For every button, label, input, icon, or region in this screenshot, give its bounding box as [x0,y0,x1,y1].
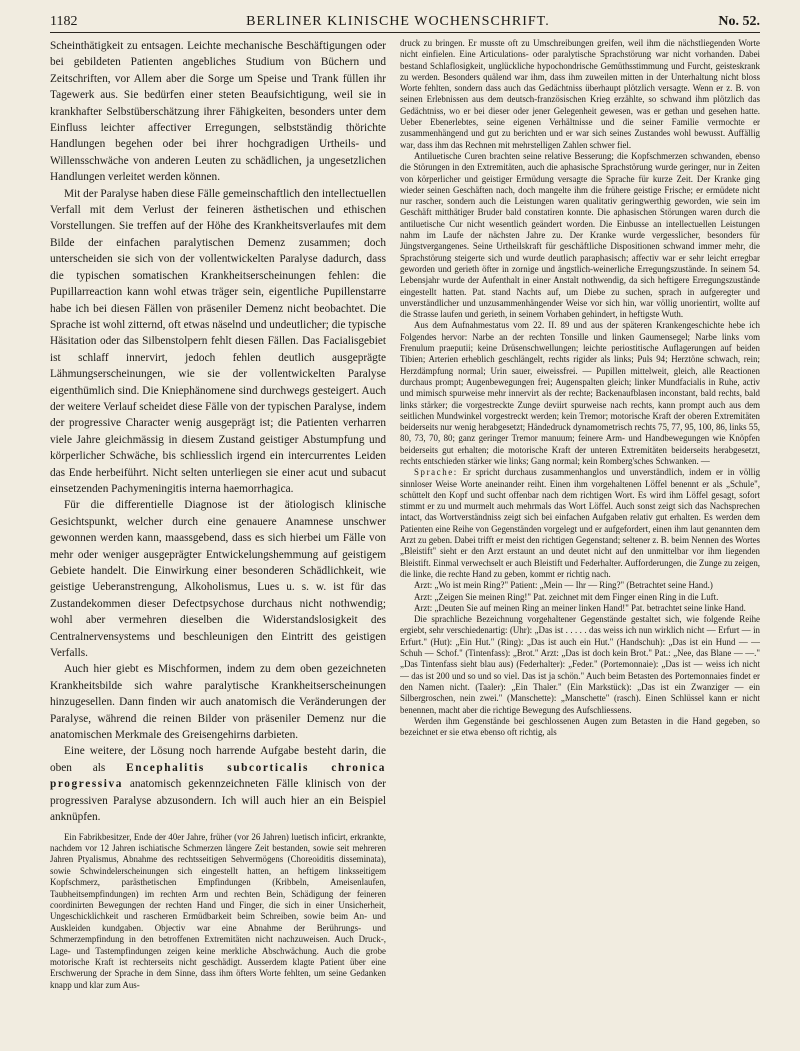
paragraph: druck zu bringen. Er musste oft zu Umschreibungen greifen, weil ihm die nächstliegenden Worte nicht einfielen. Eine Articulations- oder paralytische Sprachstörung war nicht vorhanden. Dabei bestand Schlaflosigkeit, unglückliche hypochondrische Gemüthsstimmung und Furcht, geisteskrank zu werden. Besonders quälend war ihm, dass ihm zuweilen mitten in der Unterhaltung nicht bloss Worte fehlten, sondern dass auch das Gedächtniss überhaupt plötzlich versagte. Wenn er z. B. von seinen Erlebnissen aus dem deutsch-französischen Krieg erzählte, so schwand ihm plötzlich das Gedächtniss, wo er bei dieser oder jener Gelegenheit gewesen, was er gethan und gesehen hatte. Ueber Ebenerlebtes, seine eigenen Verhältnisse und die seiner Familie vermochte er zusammenhängend und gut zu berichten und er war sich seines Zustandes wohl bewusst. Auffällig war, dass ihm das Rechnen mit mehrstelligen Zahlen schwer fiel. [400,38,760,150]
issue-number: No. 52. [718,14,760,29]
paragraph: Antiluetische Curen brachten seine relative Besserung; die Kopfschmerzen schwanden, ebenso die Störungen in den Extremitäten, auch die aphasische Sprachstörung wurde geringer, nur in Zeiten von körperlicher und geistiger Ermüdung versagte die Sprache für kurze Zeit. Der Kranke ging wieder seinen Geschäften nach, doch mangelte ihm die frühere geistige Frische; er ermüdete nicht nur rascher, sondern auch die Leistungen waren qualitativ geringwerthig geworden, wie sein im Geschäft mitthätiger Bruder bald constatiren konnte. Die aphasischen Störungen waren durch die antiluetische Cur nicht wesentlich geändert worden. Die Einbusse an intellectuellen Leistungen nahm im Laufe der nächsten Jahre zu. Der Kranke wurde vergesslicher, besonders für Jüngstvergangenes. Seine Urtheilskraft für geschäftliche Dispositionen schwand immer mehr, die Sprachstörung steigerte sich und wurde deutlich paraphasisch; affectiv war er sehr leicht erregbar geworden und gerieth öfter in zornige und ängstlich-weinerliche Erregungszustände. In seinem 54. Lebensjahr wurde der Aufenthalt in einer Anstalt nothwendig, da sich heftigere Erregungszustände eingestellt hatten. Pat. stand Nachts auf, um Diebe zu suchen, sprach in aufgeregter und unverständlicher und unzusammenhängender Weise vor sich hin, war völlig unorientirt, wollte auf die Strasse laufen und gerieth, in seinem Vorhaben gehindert, in heftigste Wuth. [400,150,760,320]
paragraph: Mit der Paralyse haben diese Fälle gemeinschaftlich den intellectuellen Verfall mit dem Verlust der feineren ästhetischen und ethischen Vorstellungen. Sie treffen auf der Höhe des Krankheitsverlaufes mit dem Bilde der einfachen paralytischen Demenz zusammen; doch unterscheiden sie sich von der vollentwickelten Paralyse dadurch, dass die typischen somatischen Krankheitserscheinungen fehlen: die Pupillarreaction kann wohl etwas träger sein, eigentliche Pupillenstarre habe ich bei diesen Fällen von präseniler Demenz nicht beobachtet. Die Sprache ist wohl zitternd, oft etwas näselnd und undeutlicher; die typische Häsitation oder das Silbenstolpern fehlt diesen Fällen. Das Facialisgebiet ist schlaff innervirt, jedoch fehlen deutlich ausgeprägte Lähmungserscheinungen, wie sie der vollentwickelten Paralyse eigenthümlich sind. Die Kniephänomene sind durchwegs gesteigert. Auch der weitere Verlauf scheidet diese Fälle von der typischen Paralyse, indem der progressive Character wenig ausgeprägt ist; die Patienten verharren viele Jahre gleichmässig in diesem Zustand geistiger Abstumpfung und körperlicher Schwäche, bis schliesslich irgend ein intercurrentes Leiden das Ende herbeiführt. Nicht selten unterliegen sie einer acut und subacut einsetzenden Pachymeningitis interna haemorrhagica. [50,187,386,495]
left-column [50,38,386,1023]
dialogue-line: Arzt: „Zeigen Sie meinen Ring!" Pat. zeichnet mit dem Finger einen Ring in die Luft. [414,591,719,602]
dialogue-line: Arzt: „Deuten Sie auf meinen Ring an meiner linken Hand!" Pat. betrachtet seine linke Hand. [414,602,746,613]
paragraph-text: anatomisch gekennzeichneten Fälle klinisch von der progressiven Paralyse abzusondern. Ich will auch hier an ein Beispiel anknüpfen. [50,778,386,824]
paragraph: Auch hier giebt es Mischformen, indem zu dem oben gezeichneten Krankheitsbilde sich wahre paralytische Krankheitserscheinungen hinzugesellen. Dann finden wir auch anatomisch die Veränderungen der Paralyse, während die reinen Bilder von präseniler Demenz nur die anatomischen Merkmale des Greisengehirns darbieten. [50,663,386,742]
paragraph-text: Eine weitere, der Lösung noch harrende Aufgabe besteht darin, die oben als [50,745,386,774]
paragraph: Die sprachliche Bezeichnung vorgehaltener Gegenstände gestaltet sich, wie folgende Reihe ergiebt, sehr verschiedenartig: (Uhr): „Das ist . . . . . das weiss ich nun wirklich nicht — Erfurt — in Erfurt." (Hut): „Ein Hut." (Ring): „Das ist auch ein Hut." (Handschuh): „Das ist ein Hund — — Schuh — Schof." (Tintenfass): „Brot." Arzt: „Das ist doch kein Brot." Pat.: „Nee, das Blane — —." „Das Tintenfass sieht blau aus) (Federhalter): „Feder." (Portemonnaie): „Das ist — weiss ich nicht — das ist 200 und so und so viel. Das ist ja schön." Auch beim Betasten des Portemonnaies findet er den Namen nicht. (Taaler): „Ein Thaler." (Ein Markstück): „Das ist ein Zwanziger — ein Silbergroschen, nein zwei." (Manschette): „Manschette" (rasch). Einen Schlüssel kann er nicht benennen, macht aber die richtige Bewegung des Aufschliessens. [400,614,760,715]
disease-term: Encephalitis subcorticalis chronica progressiva [50,761,386,791]
paragraph [400,467,760,580]
paragraph: Für die differentielle Diagnose ist der ätiologisch klinische Gesichtspunkt, welcher durch eine genauere Anamnese unschwer gewonnen werden kann, maassgebend, dass es sich hierbei um Fälle von mehr oder weniger ausgeprägter Entwickelungshemmung auf geistigem Gebiete handelt. Die Einwirkung einer besonderen Schädlichkeit, wie geistige Ueberanstrengung, Alkoholismus, Lues u. s. w. ist für das Zustandekommen dieser Defectpsychose durchaus nicht nothwendig; wohl aber vermehren dieselben die Widerstandslosigkeit des Centralnervensystems und beschleunigen den Eintritt des geistigen Verfalls. [50,499,386,660]
text-columns [50,38,760,1023]
paragraph: Scheinthätigkeit zu entsagen. Leichte mechanische Beschäftigungen oder bei gebildeten Patienten angebliches Studium von Büchern und Zeitschriften, vor Allem aber die Sorge um Speise und Trank füllen ihr Tagewerk aus. Sie bedürfen einer steten Beaufsichtigung, weil sie in krankhafter Selbstüberschätzung ihrer Fähigkeiten, besonders unter dem Einfluss leichter affectiver Erregungen, selbstständig thörichte Handlungen begehen oder bei ihrer hochgradigen Urtheils- und Willensschwäche von anderen Leuten zu schädlichen, ja ungesetzlichen Handlungen verleitet werden können. [50,40,386,184]
paragraph: Aus dem Aufnahmestatus vom 22. II. 89 und aus der späteren Krankengeschichte hebe ich Folgendes hervor: Narbe an der rechten Tonsille und linken Gaumensegel; Narbe links vom Frenulum praeputii; keine Drüsenschwellungen; leichte periostitische Auflagerungen auf beiden Tibien; Arterien erheblich geschlängelt, rechts rigider als links; Puls 94; Herztöne schwach, rein; Herzdämpfung normal; Urin sauer, eiweissfrei. — Pupillen mittelweit, gleich, alle Reactionen durchaus prompt; Augenbewegungen frei; Augenspalten gleich; linker Mundfacialis in Ruhe, activ und mimisch spurweise mehr innervirt als der rechte; Backenaufblasen inconstant, bald rechts, bald links stärker; die vorgestreckte Zunge deviirt spurweise nach rechts, kann prompt auch aus dem seitlichen Mundwinkel vorgestreckt werden; kein Tremor; motorische Kraft der oberen Extremitäten beiderseits nur wenig herabgesetzt; Händedruck dynamometrisch rechts 75, 77, 95, 100, 86, links 55, 80, 73, 70, 80; ganz geringer Tremor manuum; feinere Arm- und Handbewegungen wie Knöpfen beiderseits gut erhalten; die motorische Kraft der unteren Extremitäten beiderseits herabgesetzt, rechts entschieden stärker wie links; Gang normal; kein Romberg'sches Schwanken. — [400,320,760,466]
case-report: Ein Fabrikbesitzer, Ende der 40er Jahre, früher (vor 26 Jahren) luetisch inficirt, erkrankte, nachdem vor 12 Jahren ischiatische Schmerzen längere Zeit bestanden, sowie seit mehreren Jahren Ptyalismus, Abnahme des rechtsseitigen Sehvermögens (Choreoiditis disseminata), sowie Schwindelerscheinungen sich eingestellt hatten, an heftigem linksseitigem Kopfschmerz, parästhetischen Empfindungen (Kribbeln, Ameisenlaufen, Taubheitsempfindungen) im rechten Arm und rechten Bein, Schädigung der feineren coordinirten Bewegungen der rechten Hand und Finger, die sich in einer Unsicherheit, Ungeschicklichkeit und rascheren Ermüdbarkeit beim Schreiben, sowie beim An- und Auskleiden kundgaben. Objectiv war eine Abnahme der Berührungs- und Schmerzempfindung in den betroffenen Extremitäten nicht nachzuweisen. Auch Druck-, Lage- und Tastempfindungen zeigen keine merkliche Abschwächung. Auch die grobe motorische Kraft ist rechterseits nicht geschädigt. Ausserdem klagte Patient über eine Erschwerung der Sprache in dem Sinne, dass ihm öfters Worte fehlten, um seine Gedanken knapp und klar zum Aus- [50,831,386,990]
dialogue-line: Arzt: „Wo ist mein Ring?" Patient: „Mein — Ihr — Ring?" (Betrachtet seine Hand.) [414,580,713,591]
journal-title: BERLINER KLINISCHE WOCHENSCHRIFT. [246,14,550,29]
page-header [50,14,760,33]
paragraph: Werden ihm Gegenstände bei geschlossenen Augen zum Betasten in die Hand gegeben, so bezeichnet er sie etwa ebenso oft richtig, als [400,715,760,738]
section-label: Sprache: [414,467,458,478]
right-column [400,38,760,1023]
paragraph [50,743,386,825]
page-number: 1182 [50,14,78,29]
paragraph-text: Er spricht durchaus zusammenhanglos und unverständlich, indem er in völlig sinnloser Weise Worte aneinander reiht. Einen ihm vorgehaltenen Löffel benennt er als „Schule", schüttelt den Kopf und sucht offenbar nach dem richtigen Wort. Es wird ihm Löffel gesagt, sofort stimmt er zu und murmelt auch mehrmals das Wort Löffel. Auch sonst zeigt sich das Nachsprechen intact, das Wortverständniss zeigt sich bei einfachen Aufgaben relativ gut erhalten. Es werden dem Patienten eine Reihe von Gegenständen vorgelegt und er aufgefordert, einen ihm laut genannten dem Arzt zu geben. Dabei trifft er meist den richtigen Gegenstand; seltener z. B. beim Nennen des Wortes „Bleistift" sieht er den Arzt erstaunt an und deutet nicht auf den unmittelbar vor ihm liegenden Bleistift. Einmal verwechselt er auch Bleistift und Federhalter. Aufforderungen, die Zunge zu zeigen, die linke, die rechte Hand zu geben, kommt er richtig nach. [400,467,760,579]
